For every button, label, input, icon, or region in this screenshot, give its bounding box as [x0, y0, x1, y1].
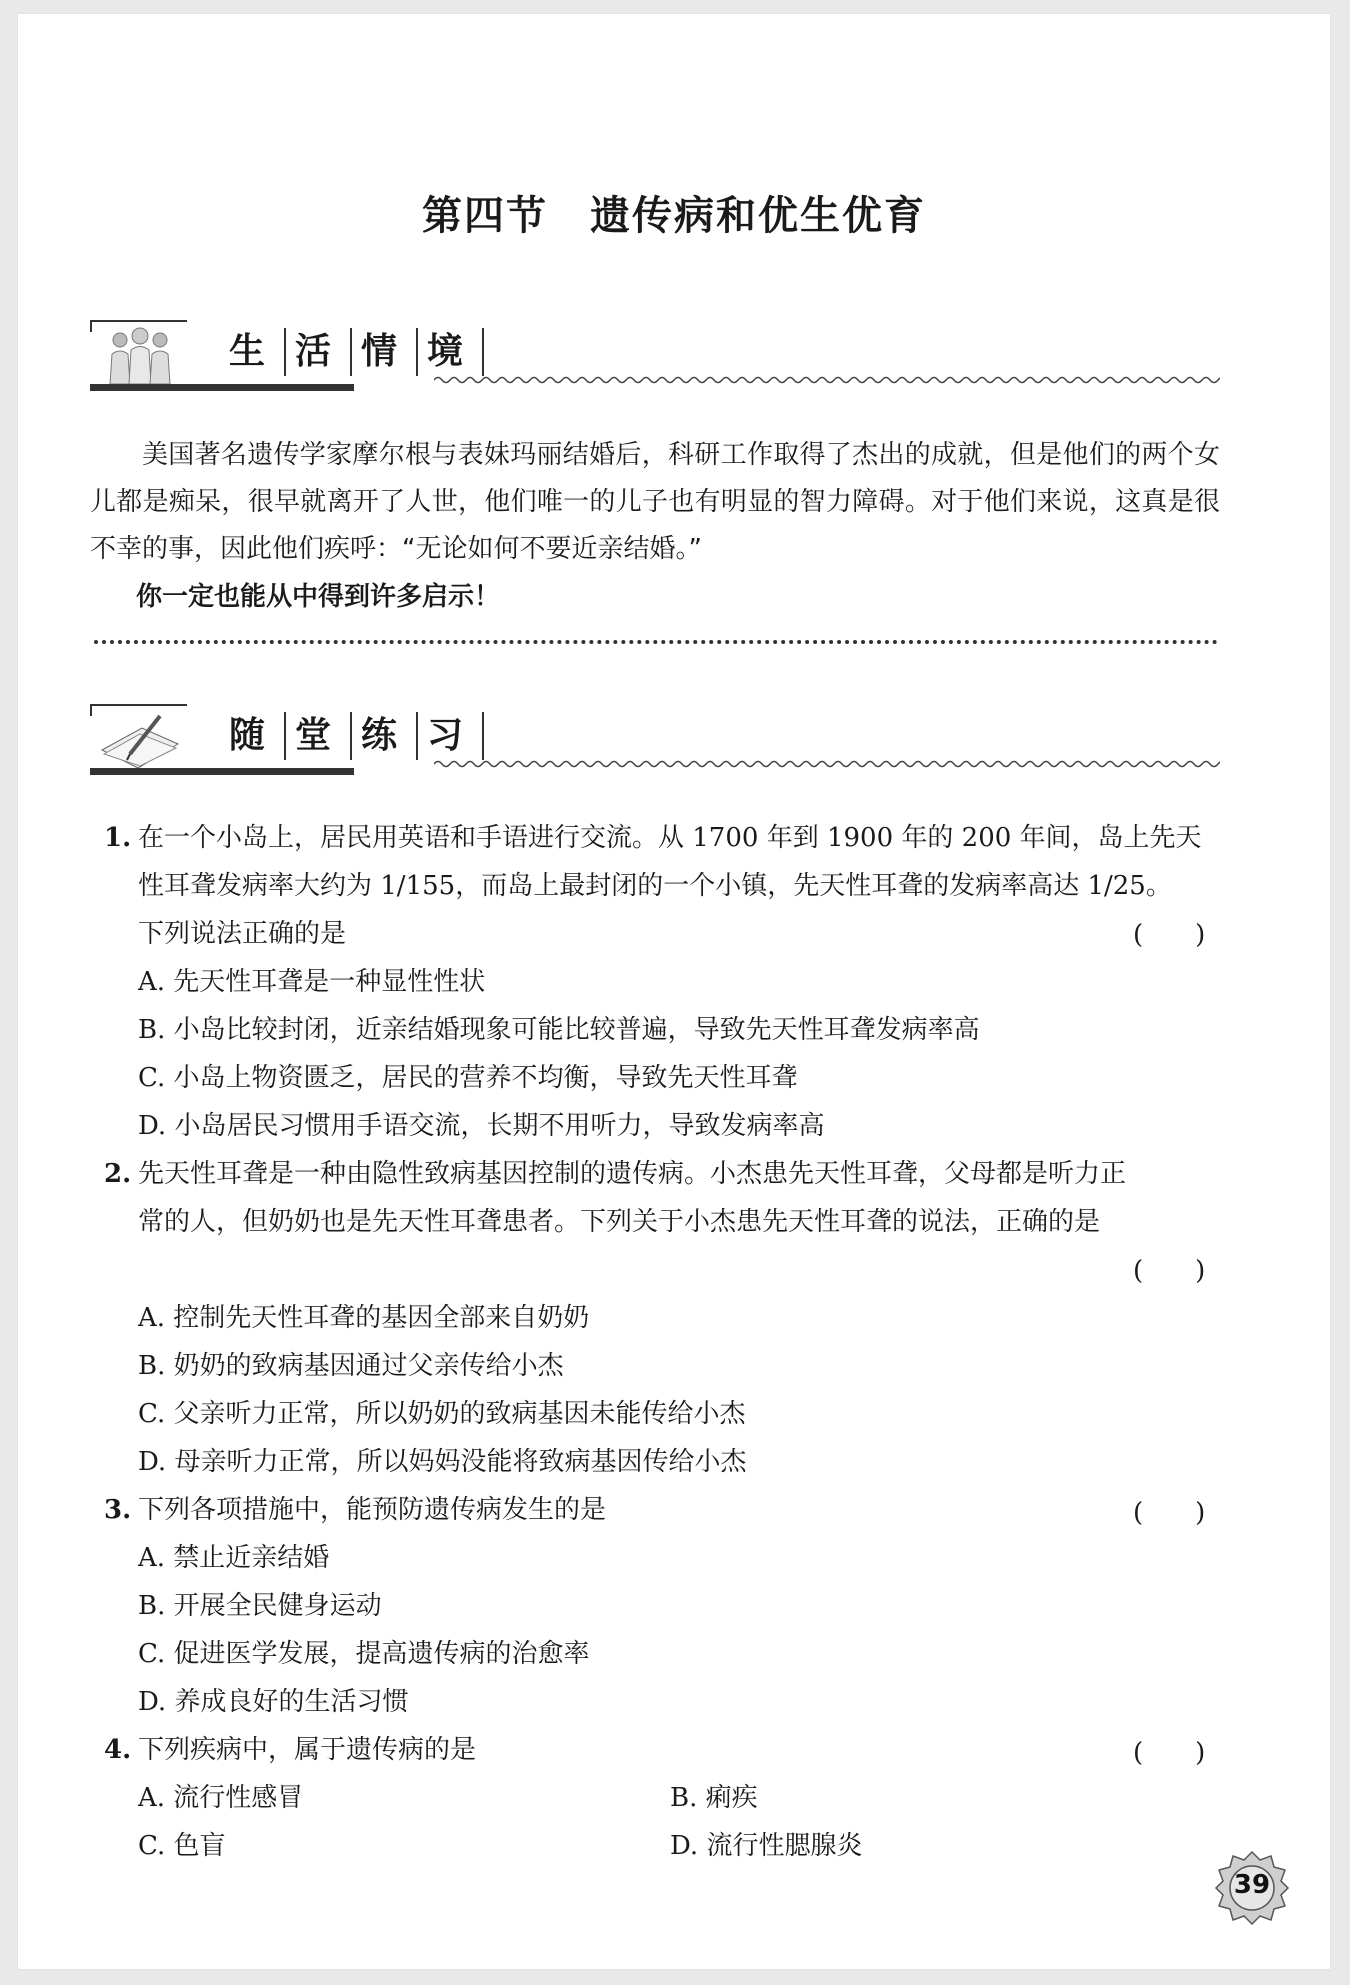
option-d[interactable]: D. 母亲听力正常，所以妈妈没能将致病基因传给小杰 [138, 1447, 747, 1477]
wavy-divider [434, 758, 1220, 770]
question-4: 4. 下列疾病中，属于遗传病的是 [104, 1726, 1104, 1774]
option-c[interactable]: C. 父亲听力正常，所以奶奶的致病基因未能传给小杰 [138, 1399, 746, 1429]
option-c[interactable]: C. 小岛上物资匮乏，居民的营养不均衡，导致先天性耳聋 [138, 1063, 798, 1093]
people-group-icon [90, 326, 190, 386]
question-3: 3. 下列各项措施中，能预防遗传病发生的是 [104, 1486, 1104, 1534]
page-number: 39 [1233, 1870, 1271, 1900]
option-a[interactable]: A. 流行性感冒 [138, 1783, 304, 1813]
answer-bracket[interactable]: ( ) [1133, 920, 1206, 950]
section-header-life [90, 320, 1220, 400]
option-a[interactable]: A. 控制先天性耳聋的基因全部来自奶奶 [138, 1303, 590, 1333]
option-b[interactable]: B. 痢疾 [670, 1783, 758, 1813]
scenario-prompt: 你一定也能从中得到许多启示！ [136, 582, 501, 612]
section-title-practice: 随 堂 练 习 [220, 712, 484, 760]
section-header-practice [90, 704, 1220, 784]
scenario-text: 美国著名遗传学家摩尔根与表妹玛丽结婚后，科研工作取得了杰出的成就，但是他们的两个女儿都是痴呆，很早就离开了人世，他们唯一的儿子也有明显的智力障碍。对于他们来说，这真是很不幸的事，因此他们疾呼：“无论如何不要近亲结婚。” [90, 440, 1220, 564]
option-c[interactable]: C. 色盲 [138, 1831, 226, 1861]
option-a[interactable]: A. 先天性耳聋是一种显性性状 [138, 967, 486, 997]
section-title-life: 生 活 情 境 [220, 328, 484, 376]
answer-bracket[interactable]: ( ) [1133, 1498, 1206, 1528]
chapter-title: 第四节 遗传病和优生优育 [422, 192, 926, 239]
workbook-page [18, 14, 1330, 1969]
question-stem: 在一个小岛上，居民用英语和手语进行交流。从 1700 年到 1900 年的 200 年间，岛上先天 性耳聋发病率大约为 1/155，而岛上最封闭的一个小镇，先天性耳聋的发病率高达 1/25。 下列说法正确的是 [138, 823, 1202, 949]
wavy-divider [434, 374, 1220, 386]
question-1: 1. 在一个小岛上，居民用英语和手语进行交流。从 1700 年到 1900 年的 200 年间，岛上先天 性耳聋发病率大约为 1/155，而岛上最封闭的一个小镇，先天性耳聋的发病率高达 1/25。 下列说法正确的是 [104, 814, 1234, 964]
question-stem: 下列疾病中，属于遗传病的是 [138, 1735, 477, 1765]
option-d[interactable]: D. 流行性腮腺炎 [670, 1831, 863, 1861]
option-c[interactable]: C. 促进医学发展，提高遗传病的治愈率 [138, 1639, 590, 1669]
option-b[interactable]: B. 小岛比较封闭，近亲结婚现象可能比较普遍，导致先天性耳聋发病率高 [138, 1015, 980, 1045]
option-a[interactable]: A. 禁止近亲结婚 [138, 1543, 330, 1573]
page-number-badge [1214, 1850, 1290, 1926]
question-stem: 先天性耳聋是一种由隐性致病基因控制的遗传病。小杰患先天性耳聋，父母都是听力正 常的人，但奶奶也是先天性耳聋患者。下列关于小杰患先天性耳聋的说法，正确的是 [138, 1159, 1127, 1237]
notebook-pen-icon [90, 710, 190, 770]
option-b[interactable]: B. 开展全民健身运动 [138, 1591, 382, 1621]
question-2: 2. 先天性耳聋是一种由隐性致病基因控制的遗传病。小杰患先天性耳聋，父母都是听力正 常的人，但奶奶也是先天性耳聋患者。下列关于小杰患先天性耳聋的说法，正确的是 [104, 1150, 1234, 1250]
option-d[interactable]: D. 养成良好的生活习惯 [138, 1687, 409, 1717]
answer-bracket[interactable]: ( ) [1133, 1256, 1206, 1286]
answer-bracket[interactable]: ( ) [1133, 1738, 1206, 1768]
dotted-divider [94, 640, 1218, 644]
option-d[interactable]: D. 小岛居民习惯用手语交流，长期不用听力，导致发病率高 [138, 1111, 825, 1141]
question-stem: 下列各项措施中，能预防遗传病发生的是 [138, 1495, 607, 1525]
option-b[interactable]: B. 奶奶的致病基因通过父亲传给小杰 [138, 1351, 564, 1381]
